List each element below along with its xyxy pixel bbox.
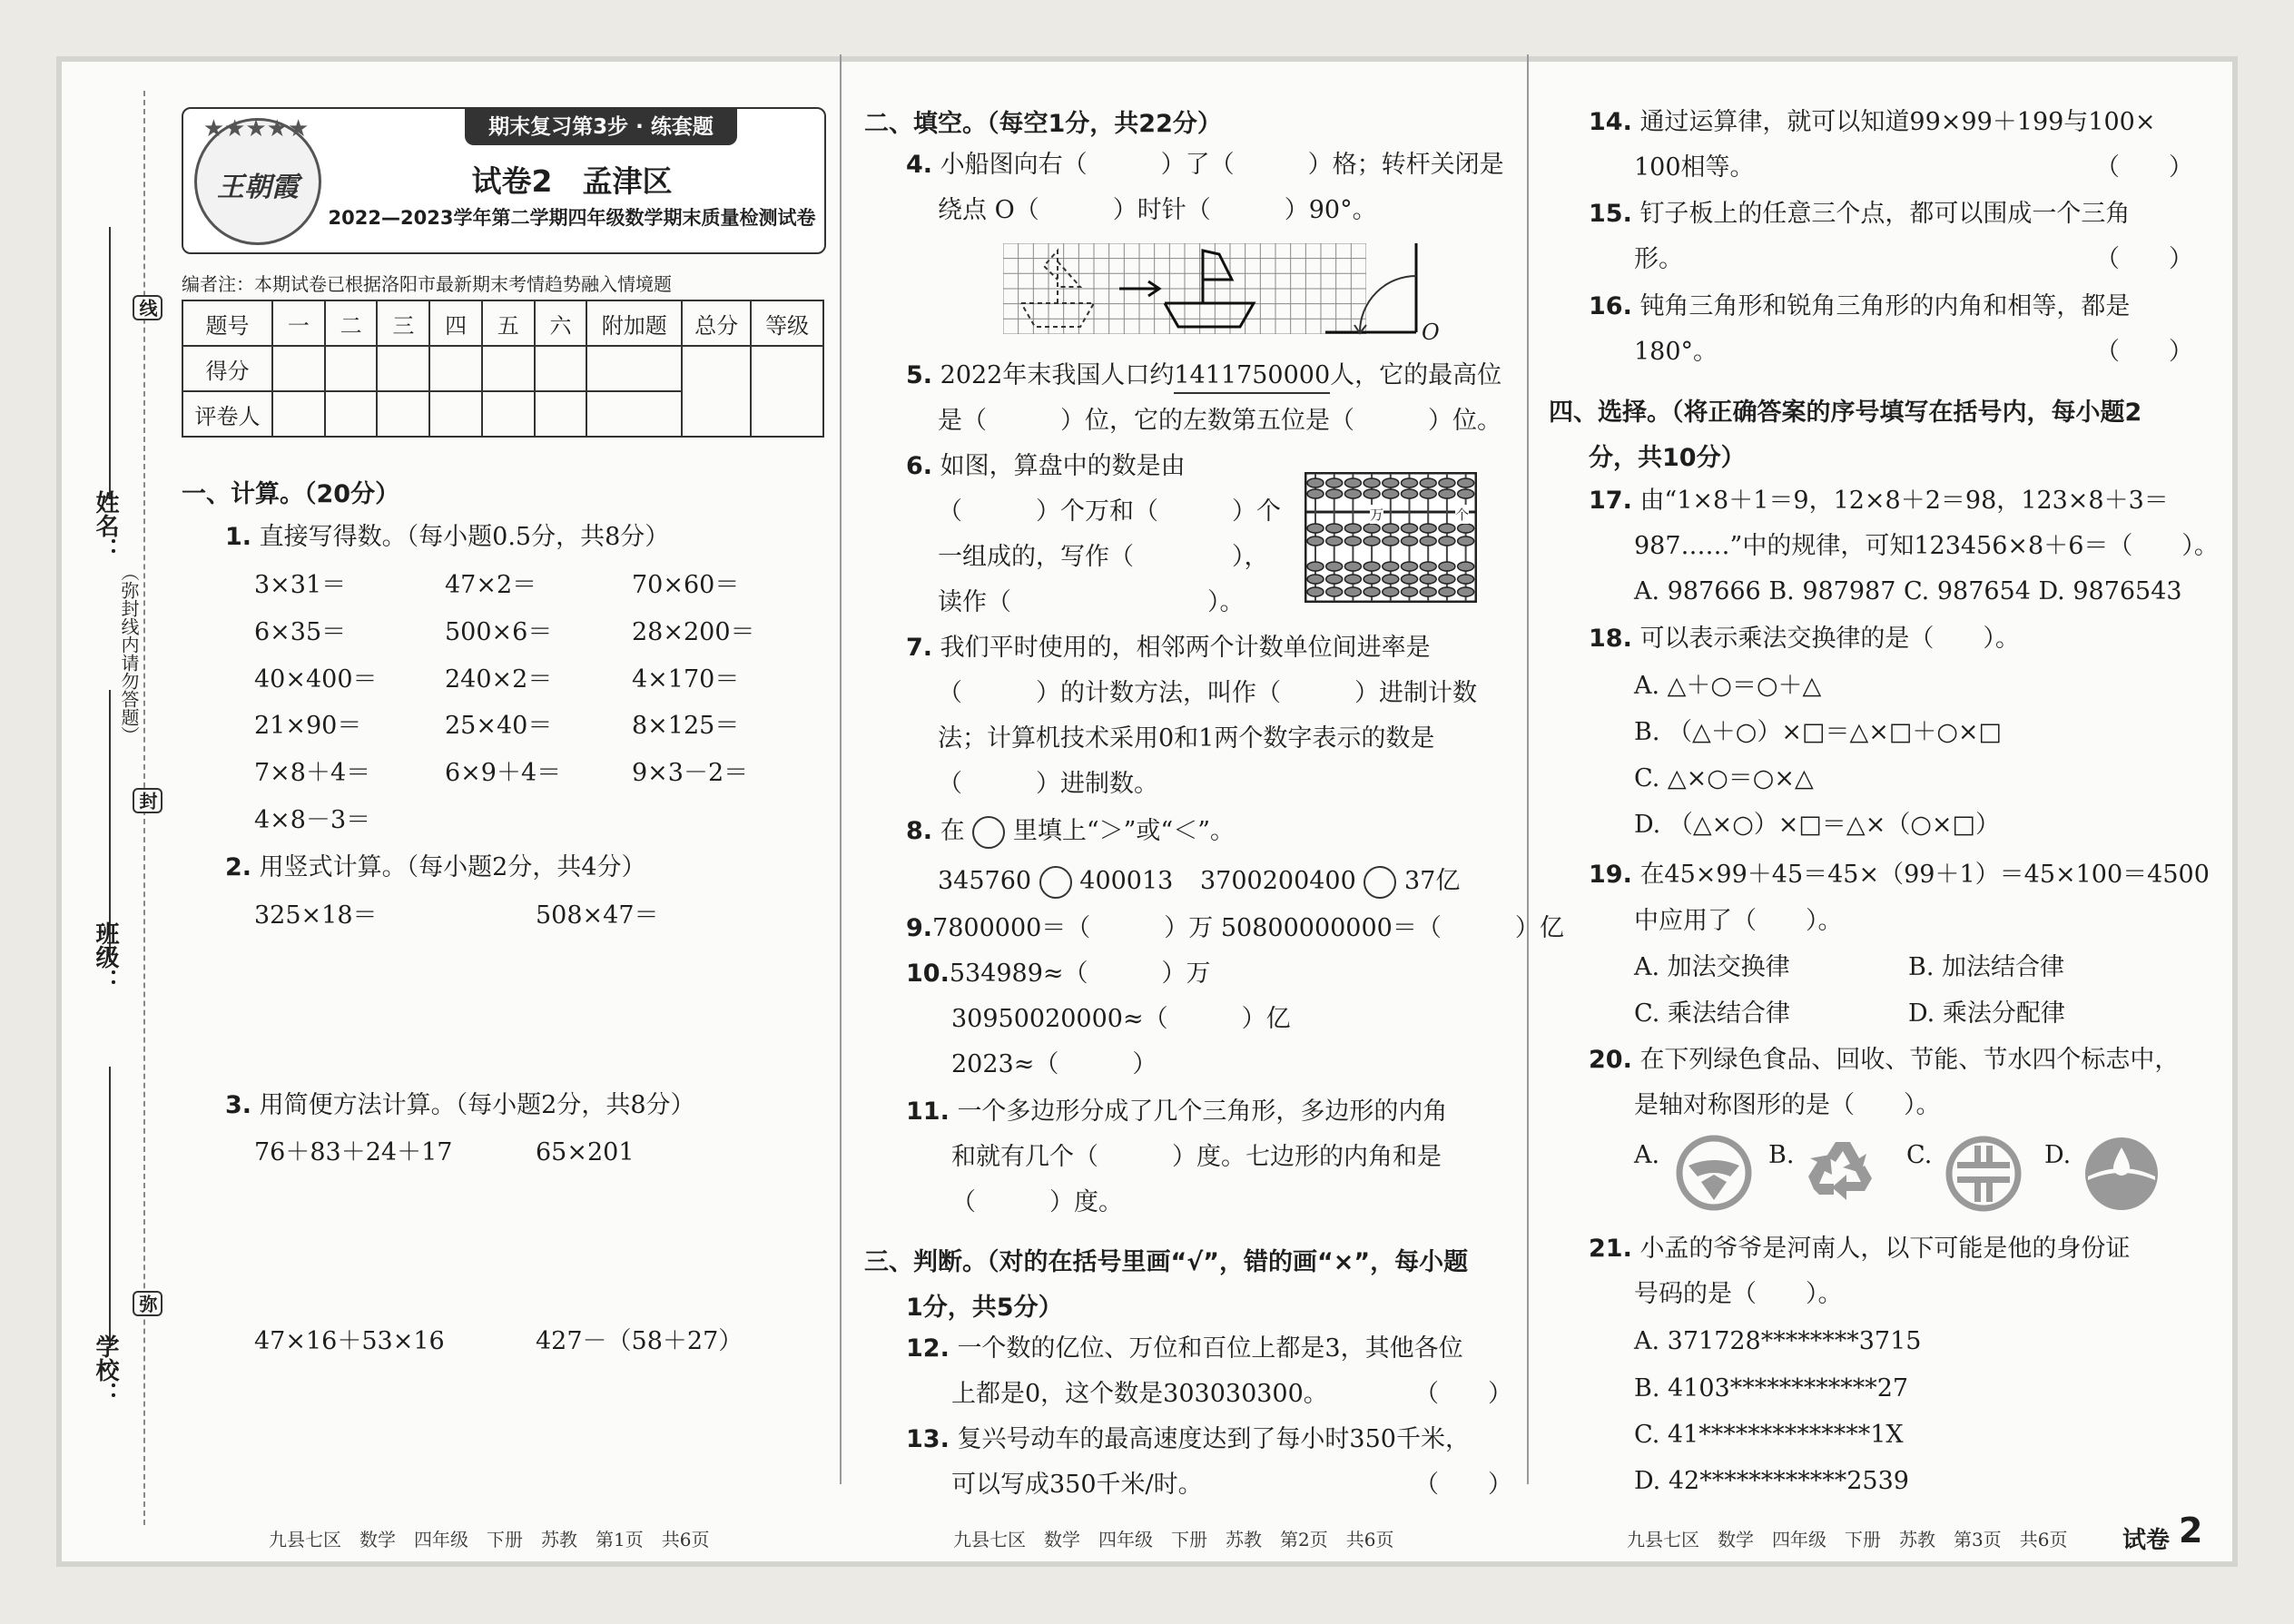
q21-option-c[interactable]: C. 41**************1X xyxy=(1634,1421,1904,1449)
q16-text-1: 钝角三角形和锐角三角形的内角和相等，都是 xyxy=(1639,292,2131,320)
q13-text-2: 可以写成350千米/时。 xyxy=(951,1471,1203,1499)
q21-text-1: 小孟的爷爷是河南人，以下可能是他的身份证 xyxy=(1639,1235,2131,1263)
boat-translation-svg xyxy=(1003,243,1366,334)
q6-line1 xyxy=(906,450,1186,483)
calc-item: 9×3－2＝ xyxy=(632,759,749,787)
score-header-cell: 附加题 xyxy=(586,300,682,346)
q20-num: 20. xyxy=(1589,1046,1632,1074)
q2 xyxy=(225,851,646,884)
q17-options[interactable]: A. 987666 B. 987987 C. 987654 D. 9876543 xyxy=(1634,577,2182,605)
calc-item: 6×35＝ xyxy=(254,618,347,646)
q19-num: 19. xyxy=(1589,861,1632,889)
q7-text-4: （ ）进制数。 xyxy=(938,770,1158,798)
green-food-icon[interactable] xyxy=(1676,1135,1752,1215)
footer-page1: 九县七区 数学 四年级 下册 苏教 第1页 共6页 xyxy=(269,1529,710,1550)
compare-b-circle[interactable] xyxy=(1364,866,1396,899)
q8-line1 xyxy=(906,815,1235,849)
q8-compare-a xyxy=(938,865,1173,899)
q16-answer[interactable]: （ ） xyxy=(2095,338,2193,366)
q16-text-2: 180°。 xyxy=(1634,338,1718,366)
calc-item: 500×6＝ xyxy=(445,618,553,646)
compare-circle-icon xyxy=(972,816,1005,849)
score-header-cell: 三 xyxy=(377,300,429,346)
q1-num: 1. xyxy=(225,523,252,551)
calc-item: 7×8＋4＝ xyxy=(254,759,371,787)
q13-text-1: 复兴号动车的最高速度达到了每小时350千米， xyxy=(957,1425,1470,1453)
score-table xyxy=(182,300,824,438)
q5-num: 5. xyxy=(906,361,933,389)
score-header-cell: 五 xyxy=(482,300,535,346)
calc-item: 3×31＝ xyxy=(254,571,347,599)
q1-text: 直接写得数。（每小题0.5分，共8分） xyxy=(259,523,670,551)
q11-line1 xyxy=(906,1096,1447,1128)
q21-option-d[interactable]: D. 42************2539 xyxy=(1634,1467,1909,1495)
q19-text-2: 中应用了（ ）。 xyxy=(1634,907,1843,935)
score-header-cell: 四 xyxy=(429,300,482,346)
q6-text-2: （ ）个万和（ ）个 xyxy=(938,497,1281,526)
school-label: 学校： xyxy=(92,1334,119,1405)
boat-grid-figure xyxy=(1003,243,1366,338)
q19-line1 xyxy=(1589,859,2210,891)
footer-page3: 九县七区 数学 四年级 下册 苏教 第3页 共6页 xyxy=(1627,1529,2068,1550)
turnstile-svg xyxy=(1314,243,1433,343)
name-field-line xyxy=(109,227,111,499)
q21-num: 21. xyxy=(1589,1235,1632,1263)
q20-label-b: B. xyxy=(1768,1141,1795,1169)
binding-mi: 弥 xyxy=(133,1291,162,1316)
calc-item: 25×40＝ xyxy=(445,712,553,740)
q9 xyxy=(906,912,1564,945)
q20-label-a: A. xyxy=(1634,1141,1660,1169)
grader-row-label: 评卷人 xyxy=(182,391,272,437)
name-label: 姓名： xyxy=(92,490,119,561)
q12-text-1: 一个数的亿位、万位和百位上都是3，其他各位 xyxy=(957,1334,1463,1363)
simplify-item: 76＋83＋24＋17 xyxy=(254,1138,453,1166)
q11-text-2: 和就有几个（ ）度。七边形的内角和是 xyxy=(951,1143,1442,1171)
calc-item: 70×60＝ xyxy=(632,571,740,599)
q7-num: 7. xyxy=(906,634,933,662)
calc-item: 47×2＝ xyxy=(445,571,537,599)
q20-text-2: 是轴对称图形的是（ ）。 xyxy=(1634,1091,1941,1119)
score-header-cell: 题号 xyxy=(182,300,272,346)
q10-text-3: 2023≈（ ） xyxy=(951,1050,1157,1078)
point-o-label: O xyxy=(1422,320,1440,345)
score-header-row xyxy=(182,300,823,346)
paper-tag: 试卷 xyxy=(2122,1527,2171,1554)
q17-text-2: 987……”中的规律，可知123456×8＋6＝（ ）。 xyxy=(1634,532,2219,560)
school-field-line xyxy=(109,1067,111,1348)
q5-line1 xyxy=(906,359,1501,394)
compare-a-right: 400013 xyxy=(1079,867,1174,895)
q7-text-2: （ ）的计数方法，叫作（ ）进制计数 xyxy=(938,679,1477,707)
q3-num: 3. xyxy=(225,1091,252,1119)
compare-a-left: 345760 xyxy=(938,867,1032,895)
score-header-cell: 等级 xyxy=(751,300,823,346)
q9-num: 9. xyxy=(906,914,933,942)
q12-num: 12. xyxy=(906,1334,950,1363)
q19-text-1: 在45×99＋45＝45×（99＋1）＝45×100＝4500 xyxy=(1639,861,2210,889)
abacus-figure xyxy=(1305,472,1477,606)
editor-note: 编者注：本期试卷已根据洛阳市最新期末考情趋势融入情境题 xyxy=(182,273,672,295)
compare-b-left: 3700200400 xyxy=(1200,867,1356,895)
q11-num: 11. xyxy=(906,1097,950,1126)
q21-line1 xyxy=(1589,1233,2130,1265)
q18-num: 18. xyxy=(1589,625,1632,653)
q14-answer[interactable]: （ ） xyxy=(2095,153,2193,182)
q8-num: 8. xyxy=(906,817,933,845)
q17-num: 17. xyxy=(1589,487,1632,515)
q5-text-2: 是（ ）位，它的左数第五位是（ ）位。 xyxy=(938,407,1501,435)
calc-item: 4×8－3＝ xyxy=(254,806,371,834)
calc-item: 8×125＝ xyxy=(632,712,740,740)
q4-line1 xyxy=(906,149,1504,182)
q21-option-b[interactable]: B. 4103************27 xyxy=(1634,1374,1909,1403)
class-label: 班级： xyxy=(92,921,119,992)
q9-text: 7800000＝（ ）万 50800000000＝（ ）亿 xyxy=(932,914,1564,942)
review-banner: 期末复习第3步 · 练套题 xyxy=(465,109,737,145)
calc-item: 40×400＝ xyxy=(254,665,378,694)
q12-answer[interactable]: （ ） xyxy=(1414,1380,1512,1408)
part3-title: 三、判断。（对的在括号里画“√”，错的画“×”，每小题 xyxy=(864,1248,1469,1276)
q18-option-d[interactable]: D. （△×○）×□＝△×（○×□） xyxy=(1634,811,2001,839)
q17-text-1: 由“1×8＋1＝9，12×8＋2＝98，123×8＋3＝ xyxy=(1639,487,2169,515)
vertical-calc-item: 325×18＝ xyxy=(254,901,378,930)
q7-text-3: 法；计算机技术采用0和1两个数字表示的数是 xyxy=(938,724,1435,753)
q17-line1 xyxy=(1589,485,2169,517)
paper-title: 试卷2 孟津区 xyxy=(471,163,673,199)
q11-text-1: 一个多边形分成了几个三角形，多边形的内角 xyxy=(957,1097,1448,1126)
q15-line1 xyxy=(1589,198,2130,231)
abacus-label-ge: 个 xyxy=(1455,507,1470,523)
q5-text-1c: 人，它的最高位 xyxy=(1330,361,1502,389)
calc-item: 240×2＝ xyxy=(445,665,553,694)
q13-num: 13. xyxy=(906,1425,950,1453)
part4-title-2: 分，共10分） xyxy=(1589,444,1746,472)
paper-subtitle: 2022—2023学年第二学期四年级数学期末质量检测试卷 xyxy=(328,207,816,229)
column-divider xyxy=(840,54,842,1484)
q5-text-1a: 2022年末我国人口约 xyxy=(940,361,1175,389)
q13-line1 xyxy=(906,1423,1470,1456)
q21-text-2: 号码的是（ ）。 xyxy=(1634,1280,1843,1308)
q14-line1 xyxy=(1589,106,2155,139)
compare-b-right: 37亿 xyxy=(1403,867,1461,895)
logo-text: 王朝霞 xyxy=(217,172,299,203)
q1 xyxy=(225,521,669,554)
part4-title: 四、选择。（将正确答案的序号填写在括号内，每小题2 xyxy=(1549,399,2142,427)
q20-text-1: 在下列绿色食品、回收、节能、节水四个标志中， xyxy=(1639,1046,2180,1074)
q3 xyxy=(225,1089,695,1122)
calc-item: 21×90＝ xyxy=(254,712,362,740)
calc-item: 28×200＝ xyxy=(632,618,755,646)
q20-label-c: C. xyxy=(1906,1141,1933,1169)
q4-text-1: 小船图向右（ ）了（ ）格；转杆关闭是 xyxy=(940,151,1504,179)
q7-text-1: 我们平时使用的，相邻两个计数单位间进率是 xyxy=(940,634,1431,662)
q16-line1 xyxy=(1589,290,2130,323)
logo xyxy=(194,115,321,245)
q2-num: 2. xyxy=(225,853,252,881)
simplify-item: 427－（58＋27） xyxy=(536,1327,743,1355)
simplify-item: 65×201 xyxy=(536,1138,635,1166)
q12-line1 xyxy=(906,1333,1463,1365)
q4-num: 4. xyxy=(906,151,933,179)
q20-line1 xyxy=(1589,1044,2179,1077)
q2-text: 用竖式计算。（每小题2分，共4分） xyxy=(259,853,646,881)
total-score-cell[interactable] xyxy=(682,346,751,437)
paper-number: 2 xyxy=(2179,1511,2203,1550)
recycle-icon[interactable] xyxy=(1805,1135,1881,1215)
q6-text-4: 读作（ ）。 xyxy=(938,588,1245,616)
turnstile-figure xyxy=(1314,243,1433,347)
q19-option-c[interactable]: C. 乘法结合律 xyxy=(1634,999,1790,1028)
q8-text-1b: 里填上“＞”或“＜”。 xyxy=(1012,817,1236,845)
score-header-cell: 六 xyxy=(535,300,587,346)
score-row-label: 得分 xyxy=(182,346,272,391)
q19-option-b[interactable]: B. 加法结合律 xyxy=(1908,953,2065,981)
q16-num: 16. xyxy=(1589,292,1632,320)
q8-text-1a: 在 xyxy=(940,817,965,845)
column-divider xyxy=(1527,54,1529,1484)
q6-num: 6. xyxy=(906,452,933,480)
q18-line1 xyxy=(1589,623,2020,655)
q4-text-2: 绕点 O（ ）时针（ ）90°。 xyxy=(938,196,1377,224)
binding-xian: 线 xyxy=(133,295,162,320)
score-header-cell: 一 xyxy=(272,300,325,346)
q20-label-d: D. xyxy=(2044,1141,2072,1169)
q13-answer[interactable]: （ ） xyxy=(1414,1471,1512,1499)
binding-feng: 封 xyxy=(133,788,162,813)
q6-text-1: 如图，算盘中的数是由 xyxy=(940,452,1186,480)
abacus-label-wan: 万 xyxy=(1370,507,1384,523)
score-header-cell: 总分 xyxy=(682,300,751,346)
q15-text-1: 钉子板上的任意三个点，都可以围成一个三角 xyxy=(1639,200,2131,228)
grade-cell[interactable] xyxy=(751,346,823,437)
population-number: 1411750000 xyxy=(1174,359,1330,394)
compare-a-circle[interactable] xyxy=(1039,866,1072,899)
q10-text-2: 30950020000≈（ ）亿 xyxy=(951,1005,1291,1033)
binding-note: （弥封线内请勿答题） xyxy=(116,563,143,744)
q6-text-3: 一组成的，写作（ ）， xyxy=(938,543,1269,571)
q12-text-2: 上都是0，这个数是303030300。 xyxy=(951,1380,1328,1408)
part1-title: 一、计算。（20分） xyxy=(182,480,400,508)
q21-option-a[interactable]: A. 371728********3715 xyxy=(1634,1327,1922,1355)
header-box xyxy=(182,107,826,254)
part3-title-2: 1分，共5分） xyxy=(906,1294,1063,1322)
score-header-cell: 二 xyxy=(325,300,378,346)
q18-text-1: 可以表示乘法交换律的是（ ）。 xyxy=(1639,625,2020,653)
energy-saving-icon[interactable] xyxy=(1944,1135,2023,1216)
q3-text: 用简便方法计算。（每小题2分，共8分） xyxy=(259,1091,695,1119)
q7-line1 xyxy=(906,632,1431,664)
q19-option-d[interactable]: D. 乘法分配律 xyxy=(1908,999,2065,1028)
q10-line1 xyxy=(906,958,1211,990)
footer-page2: 九县七区 数学 四年级 下册 苏教 第2页 共6页 xyxy=(953,1529,1394,1550)
q15-answer[interactable]: （ ） xyxy=(2095,245,2193,273)
q11-text-3: （ ）度。 xyxy=(951,1188,1123,1216)
part2-title: 二、填空。（每空1分，共22分） xyxy=(864,110,1222,138)
q14-text-1: 通过运算律，就可以知道99×99＋199与100× xyxy=(1639,108,2156,136)
calc-item: 4×170＝ xyxy=(632,665,740,694)
q14-text-2: 100相等。 xyxy=(1634,153,1755,182)
q19-option-a[interactable]: A. 加法交换律 xyxy=(1634,953,1790,981)
q8-compare-b xyxy=(1200,865,1460,899)
q15-text-2: 形。 xyxy=(1634,245,1683,273)
stars-icon: ★★★★★ xyxy=(202,115,310,143)
q18-option-a[interactable]: A. △＋○＝○＋△ xyxy=(1634,672,1822,700)
q18-option-b[interactable]: B. （△＋○）×□＝△×□＋○×□ xyxy=(1634,718,2003,746)
q10-text-1: 534989≈（ ）万 xyxy=(949,960,1211,988)
score-row xyxy=(182,346,823,391)
calc-item: 6×9＋4＝ xyxy=(445,759,562,787)
q15-num: 15. xyxy=(1589,200,1632,228)
simplify-item: 47×16＋53×16 xyxy=(254,1327,445,1355)
vertical-calc-item: 508×47＝ xyxy=(536,901,659,930)
q18-option-c[interactable]: C. △×○＝○×△ xyxy=(1634,764,1814,792)
abacus-svg xyxy=(1305,472,1477,603)
water-saving-icon[interactable] xyxy=(2082,1135,2161,1216)
q14-num: 14. xyxy=(1589,108,1632,136)
q10-num: 10. xyxy=(906,960,950,988)
